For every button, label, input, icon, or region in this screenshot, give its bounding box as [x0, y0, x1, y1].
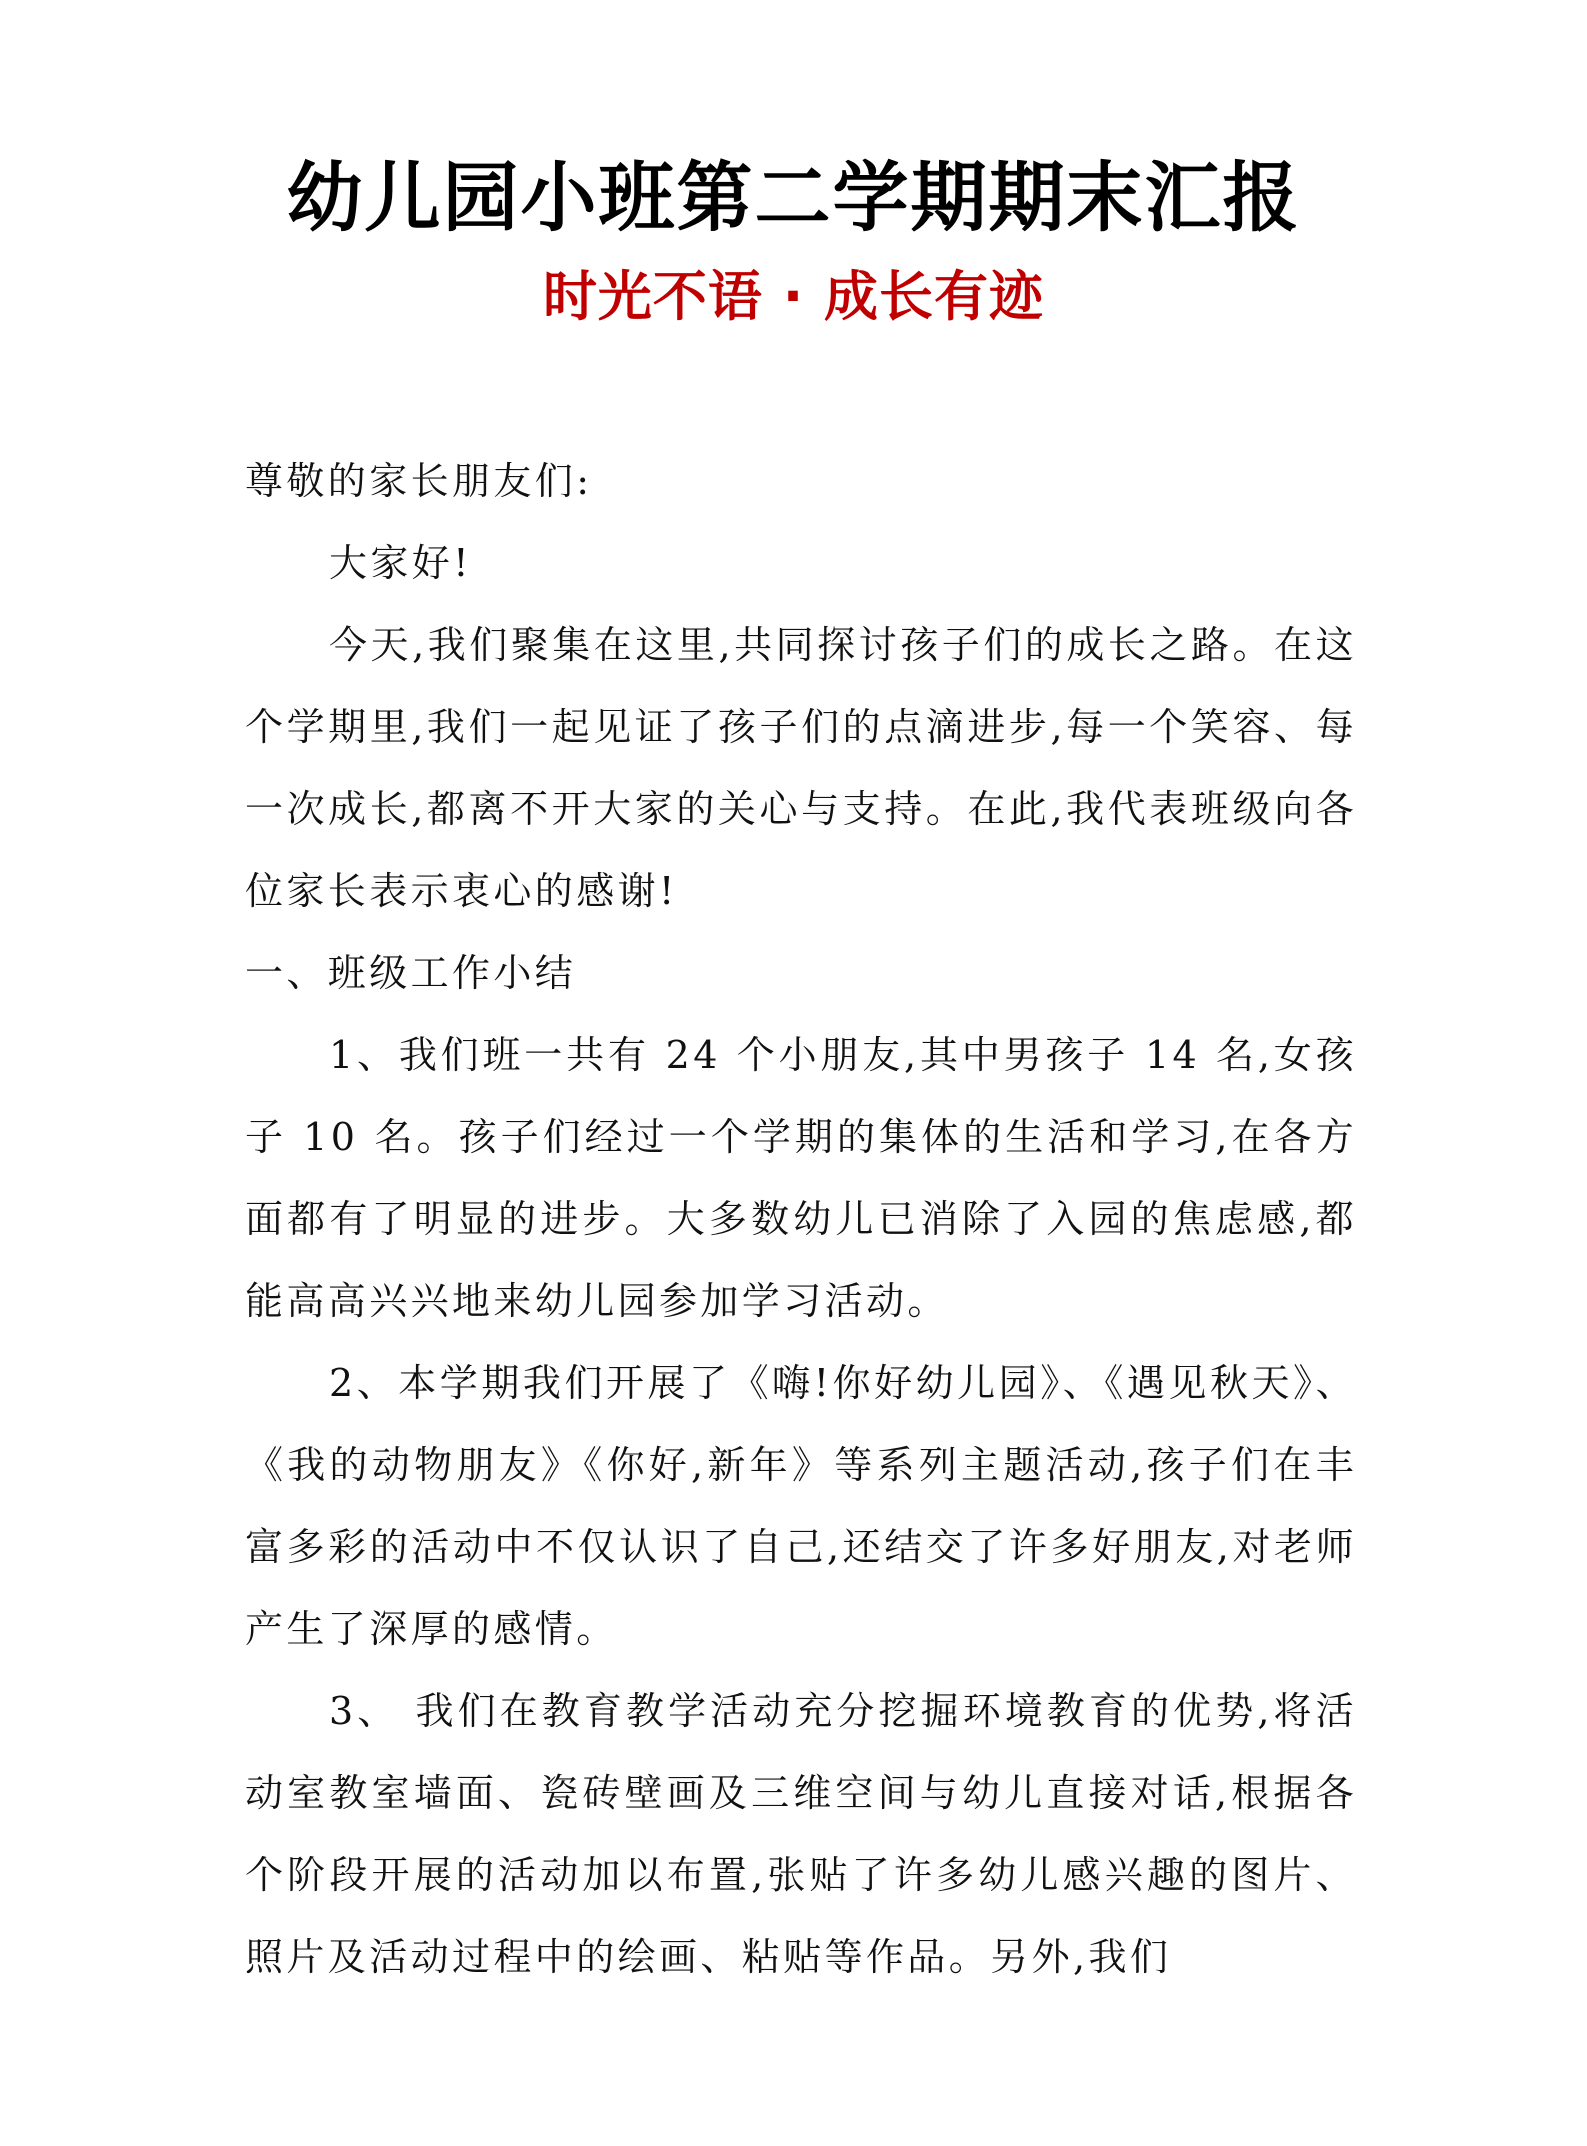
intro-paragraph: 今天,我们聚集在这里,共同探讨孩子们的成长之路。在这个学期里,我们一起见证了孩子们的点滴进步,每一个笑容、每一次成长,都离不开大家的关心与支持。在此,我代表班级向各位家长表示衷心的感谢!: [245, 623, 1357, 913]
summary-item-3: 3、 我们在教育教学活动充分挖掘环境教育的优势,将活动室教室墙面、瓷砖壁画及三维空间与幼儿直接对话,根据各个阶段开展的活动加以布置,张贴了许多幼儿感兴趣的图片、照片及活动过程中的绘画、粘贴等作品。另外,我们: [245, 1689, 1357, 1979]
greeting: 大家好!: [329, 541, 472, 585]
section-heading: 一、班级工作小结: [245, 951, 577, 995]
document-subtitle: 时光不语 · 成长有迹: [542, 265, 1045, 328]
summary-item-2: 2、本学期我们开展了《嗨!你好幼儿园》、《遇见秋天》、《我的动物朋友》《你好,新年》等系列主题活动,孩子们在丰富多彩的活动中不仅认识了自己,还结交了许多好朋友,对老师产生了深厚的感情。: [245, 1361, 1357, 1651]
document-body: [245, 440, 1357, 1998]
document-title: 幼儿园小班第二学期期末汇报: [286, 153, 1301, 242]
salutation: 尊敬的家长朋友们:: [245, 459, 593, 503]
summary-item-1: 1、我们班一共有 24 个小朋友,其中男孩子 14 名,女孩子 10 名。孩子们经过一个学期的集体的生活和学习,在各方面都有了明显的进步。大多数幼儿已消除了入园的焦虑感,都能高高兴兴地来幼儿园参加学习活动。: [245, 1033, 1357, 1323]
